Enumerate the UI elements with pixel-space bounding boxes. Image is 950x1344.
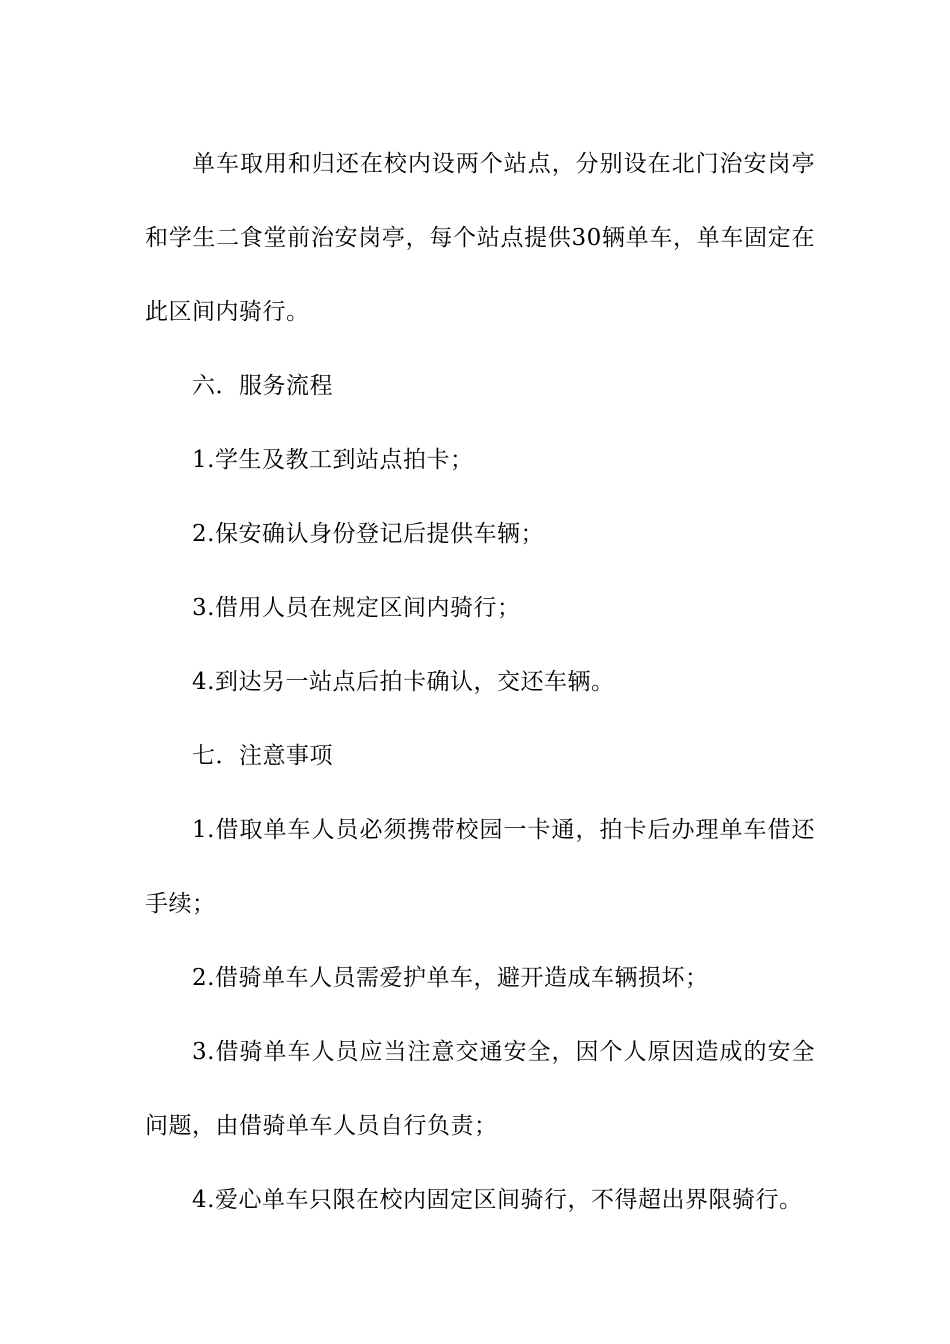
list-item: 3.借骑单车人员应当注意交通安全，因个人原因造成的安全问题，由借骑单车人员自行负责； [145, 1039, 815, 1139]
document-body [145, 127, 815, 1237]
paragraph-station-info: 单车取用和归还在校内设两个站点，分别设在北门治安岗亭和学生二食堂前治安岗亭，每个站点提供30辆单车，单车固定在此区间内骑行。 [145, 151, 815, 325]
list-item: 4.到达另一站点后拍卡确认，交还车辆。 [192, 669, 615, 695]
section-heading-service-process: 六．服务流程 [192, 373, 333, 399]
list-item: 3.借用人员在规定区间内骑行； [192, 595, 521, 621]
list-item: 4.爱心单车只限在校内固定区间骑行，不得超出界限骑行。 [192, 1187, 803, 1213]
list-item: 1.借取单车人员必须携带校园一卡通，拍卡后办理单车借还手续； [145, 817, 815, 917]
list-item: 2.借骑单车人员需爱护单车，避开造成车辆损坏； [192, 965, 709, 991]
list-item: 1.学生及教工到站点拍卡； [192, 447, 474, 473]
section-heading-notes: 七．注意事项 [192, 743, 333, 769]
list-item: 2.保安确认身份登记后提供车辆； [192, 521, 544, 547]
